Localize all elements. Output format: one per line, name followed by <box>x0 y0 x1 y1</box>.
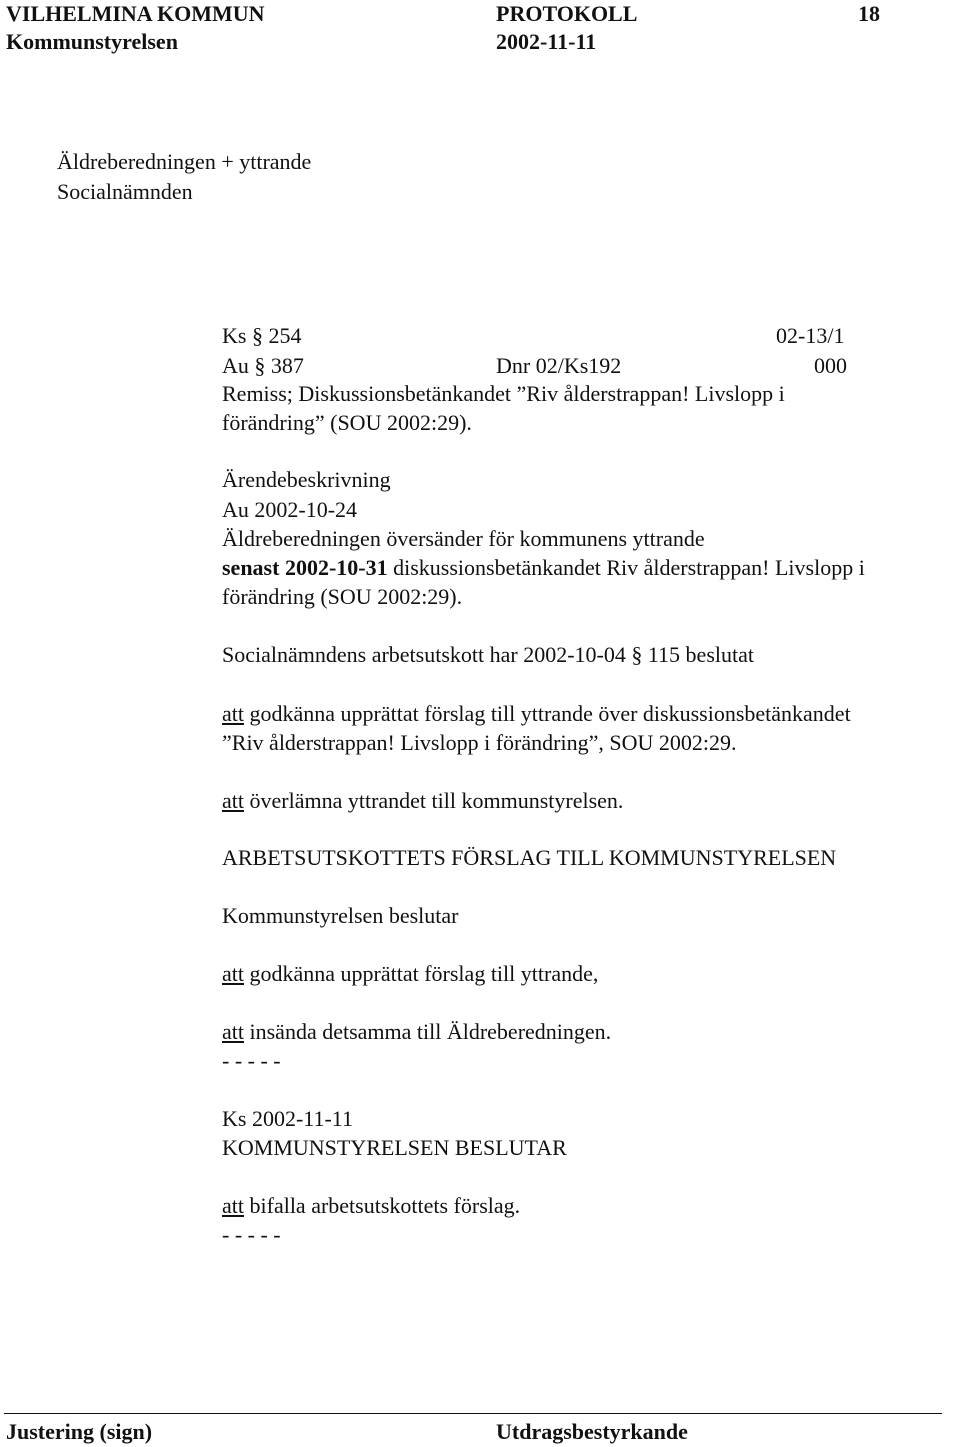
section-sign-icon: § <box>631 642 643 667</box>
footer-utdragsbestyrkande: Utdragsbestyrkande <box>496 1419 688 1444</box>
sn-prefix: Socialnämndens arbetsutskott har 2002-10-04 <box>222 642 626 667</box>
description-text: Äldreberedningen översänder för kommunens yttrande <box>222 526 705 551</box>
att-keyword: att <box>222 1193 244 1218</box>
description-heading: Ärendebeskrivning <box>222 467 391 492</box>
decision-text: godkänna upprättat förslag till yttrande över diskussionsbetänkandet <box>244 701 851 726</box>
case-title: förändring” (SOU 2002:29). <box>222 410 472 435</box>
section-sign-icon: § <box>254 353 266 378</box>
distribution-item: Äldreberedningen + yttrande <box>57 149 312 174</box>
decision-item <box>222 700 851 728</box>
separator: - - - - - <box>222 1222 281 1247</box>
municipality-name: VILHELMINA KOMMUN <box>6 1 265 26</box>
footer-rule <box>4 1413 942 1414</box>
dnr-number: Dnr 02/Ks192 <box>496 353 622 378</box>
proposal-intro: Kommunstyrelsen beslutar <box>222 903 459 928</box>
ks-decision-heading: KOMMUNSTYRELSEN BESLUTAR <box>222 1135 567 1160</box>
ks-line <box>222 322 301 350</box>
description-text: förändring (SOU 2002:29). <box>222 584 463 609</box>
au-number: 387 <box>270 353 304 378</box>
description-text-rest: diskussionsbetänkandet Riv ålderstrappan! Livslopp i <box>387 555 865 580</box>
footer-justering: Justering (sign) <box>6 1419 153 1444</box>
deadline: senast 2002-10-31 <box>222 555 388 580</box>
ks-decision-date: Ks 2002-11-11 <box>222 1106 353 1131</box>
board-name: Kommunstyrelsen <box>6 29 178 54</box>
proposal-text: godkänna upprättat förslag till yttrande, <box>244 961 599 986</box>
separator: - - - - - <box>222 1048 281 1073</box>
proposal-heading: ARBETSUTSKOTTETS FÖRSLAG TILL KOMMUNSTYRELSEN <box>222 845 837 870</box>
distribution-item: Socialnämnden <box>57 179 193 204</box>
au-date: Au 2002-10-24 <box>222 497 358 522</box>
socialnamnd-decision-intro <box>222 641 754 669</box>
sn-section: 115 beslutat <box>647 642 754 667</box>
ks-label: Ks <box>222 323 247 348</box>
au-line <box>222 352 304 380</box>
proposal-text: insända detsamma till Äldreberedningen. <box>244 1019 612 1044</box>
att-keyword: att <box>222 1019 244 1044</box>
proposal-item <box>222 960 598 988</box>
decision-item <box>222 787 623 815</box>
description-text <box>222 554 865 582</box>
ks-reference: 02-13/1 <box>776 323 845 348</box>
att-keyword: att <box>222 961 244 986</box>
att-keyword: att <box>222 701 244 726</box>
au-label: Au <box>222 353 249 378</box>
ks-decision-item <box>222 1192 520 1220</box>
ks-decision-text: bifalla arbetsutskottets förslag. <box>244 1193 521 1218</box>
ks-number: 254 <box>268 323 302 348</box>
decision-text: ”Riv ålderstrappan! Livslopp i förändring”, SOU 2002:29. <box>222 730 737 755</box>
section-sign-icon: § <box>251 323 263 348</box>
case-title: Remiss; Diskussionsbetänkandet ”Riv ålderstrappan! Livslopp i <box>222 381 785 406</box>
att-keyword: att <box>222 788 244 813</box>
dnr-code: 000 <box>814 353 847 378</box>
proposal-item <box>222 1018 611 1046</box>
decision-text: överlämna yttrandet till kommunstyrelsen. <box>244 788 624 813</box>
meeting-date: 2002-11-11 <box>496 29 597 54</box>
page-number: 18 <box>858 1 880 26</box>
document-type: PROTOKOLL <box>496 1 638 26</box>
